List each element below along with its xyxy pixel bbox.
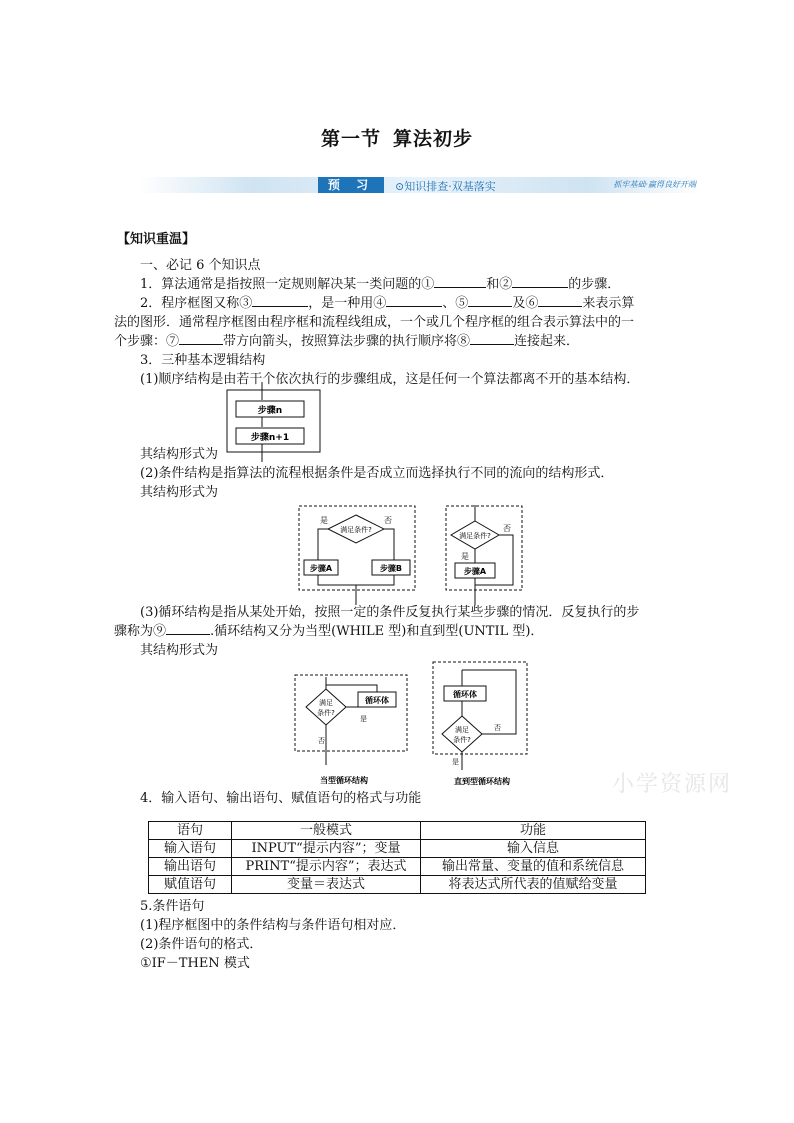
form-label-1: 其结构形式为: [140, 447, 219, 462]
table-cell: INPUT“提示内容”；变量: [232, 840, 421, 858]
section-heading: 【知识重温】: [117, 232, 196, 247]
para-4-heading: 4．输入语句、输出语句、赋值语句的格式与功能: [140, 791, 422, 806]
table-cell: 输出常量、变量的值和系统信息: [421, 858, 646, 876]
cond2-a: 步骤A: [463, 567, 487, 576]
p1-pre: 1．算法通常是指按照一定规则解决某一类问题的①: [140, 277, 435, 292]
table-cell: 输入语句: [149, 840, 232, 858]
until-loop-diagram: [432, 660, 532, 787]
table-cell: 变量＝表达式: [232, 876, 421, 894]
blank-1: [434, 275, 486, 288]
p2-c: 、⑤: [442, 296, 469, 311]
para-5-heading: 5.条件语句: [140, 899, 205, 914]
blank-9: [166, 622, 210, 635]
p1-post: 的步骤．: [568, 277, 621, 292]
table-row: [149, 876, 646, 894]
loop-b2: .循环结构又分为当型(WHILE 型)和直到型(UNTIL 型)．: [210, 624, 544, 639]
cond1-yes-line: [318, 529, 328, 560]
para-5-line1: (1)程序框图中的条件结构与条件语句相对应．: [140, 918, 406, 933]
p2-e: 来表示算: [582, 296, 635, 311]
until-yes: 是: [452, 758, 459, 766]
p2-l3a: 个步骤：⑦: [114, 334, 180, 349]
while-decision: [306, 689, 346, 725]
until-cond2: 条件?: [453, 736, 471, 744]
p1-mid: 和②: [486, 277, 513, 292]
table-header-cell: 功能: [421, 822, 646, 840]
banner-tag: 预 习: [318, 177, 384, 193]
blank-6: [538, 294, 582, 307]
until-body: 循环体: [453, 690, 477, 699]
section-banner: [140, 177, 700, 193]
p2-d: 及⑥: [512, 296, 539, 311]
blank-3: [252, 294, 308, 307]
table-cell: 赋值语句: [149, 876, 232, 894]
blank-8: [470, 332, 514, 345]
while-caption: 当型循环结构: [320, 776, 368, 785]
cond2-no: 否: [503, 524, 511, 533]
p2-a: 2．程序框图又称③: [140, 296, 253, 311]
cond1-yes: 是: [320, 516, 328, 525]
until-cond1: 满足: [455, 726, 469, 734]
p2-l3b: 带方向箭头，按照算法步骤的执行顺序将⑧: [223, 334, 471, 349]
while-cond2: 条件?: [317, 709, 335, 717]
table-cell: 输出语句: [149, 858, 232, 876]
watermark: 小学资源网: [612, 772, 733, 797]
statement-format-table: [148, 821, 646, 894]
until-decision: [442, 716, 482, 752]
blank-2: [512, 275, 568, 288]
para-2-line2: 法的图形．通常程序框图由程序框和流程线组成，一个或几个程序框的组合表示算法中的一: [114, 315, 635, 330]
seq-step2: 步骤n+1: [250, 433, 290, 443]
while-body: 循环体: [365, 696, 389, 705]
seq-step1: 步骤n: [257, 406, 283, 416]
para-1: [140, 275, 620, 294]
banner-slogan: 抓牢基础·赢得良好开端: [613, 180, 696, 189]
until-frame: [433, 662, 527, 754]
page-title: [0, 124, 794, 151]
sequence-text: (1)顺序结构是由若干个依次执行的步骤组成，这是任何一个算法都离不开的基本结构．: [140, 372, 640, 387]
intro-line: 一、必记 6 个知识点: [140, 258, 261, 273]
cond1-a: 步骤A: [309, 564, 333, 573]
title-part1: 第一节: [320, 128, 381, 150]
para-5-line3: ①IF－THEN 模式: [140, 956, 250, 971]
until-caption: 直到型循环结构: [454, 777, 510, 786]
banner-subtitle: ⊙知识排查·双基落实: [395, 180, 496, 193]
loop-b1: 骤称为⑨: [114, 624, 167, 639]
para-2-line1: [140, 294, 634, 313]
para-2-line3: [114, 332, 579, 351]
table-row: [149, 858, 646, 876]
table-cell: 输入信息: [421, 840, 646, 858]
table-row: [149, 840, 646, 858]
condition-text: (2)条件结构是指算法的流程根据条件是否成立而选择执行不同的流向的结构形式．: [140, 466, 614, 481]
p2-l3c: 连接起来．: [514, 334, 580, 349]
blank-7: [179, 332, 223, 345]
cond1-merge-line: [318, 575, 394, 585]
blank-5: [468, 294, 512, 307]
loop-text-line1: (3)循环结构是指从某处开始，按照一定的条件反复执行某些步骤的情况．反复执行的步: [140, 605, 640, 620]
while-frame: [295, 675, 407, 751]
blank-4: [386, 294, 442, 307]
form-label-2: 其结构形式为: [140, 485, 219, 500]
while-no: 否: [318, 737, 325, 745]
cond2-cond: 满足条件?: [459, 532, 491, 540]
cond1-b: 步骤B: [379, 564, 403, 573]
title-part2: 算法初步: [393, 128, 474, 150]
while-cond1: 满足: [319, 699, 333, 707]
while-yes: 是: [360, 715, 367, 723]
table-cell: PRINT“提示内容”；表达式: [232, 858, 421, 876]
table-cell: 将表达式所代表的值赋给变量: [421, 876, 646, 894]
p2-b: ，是一种用④: [308, 296, 387, 311]
until-no: 否: [494, 724, 501, 732]
form-label-3: 其结构形式为: [140, 643, 219, 658]
para-5-line2: (2)条件语句的格式．: [140, 937, 263, 952]
cond1-no: 否: [384, 516, 392, 525]
cond2-yes: 是: [461, 552, 469, 561]
table-header-row: [149, 822, 646, 840]
cond1-cond: 满足条件?: [340, 526, 372, 534]
loop-text-line2: [114, 622, 543, 641]
condition-diagram-two-branch: [298, 505, 418, 605]
while-back-line: [326, 685, 377, 692]
cond1-no-line: [384, 529, 394, 560]
para-3-heading: 3．三种基本逻辑结构: [140, 353, 266, 368]
table-header-cell: 语句: [149, 822, 232, 840]
condition-diagram-one-branch: [445, 505, 525, 605]
while-loop-diagram: [294, 665, 424, 787]
sequence-diagram: [226, 382, 322, 462]
table-header-cell: 一般模式: [232, 822, 421, 840]
